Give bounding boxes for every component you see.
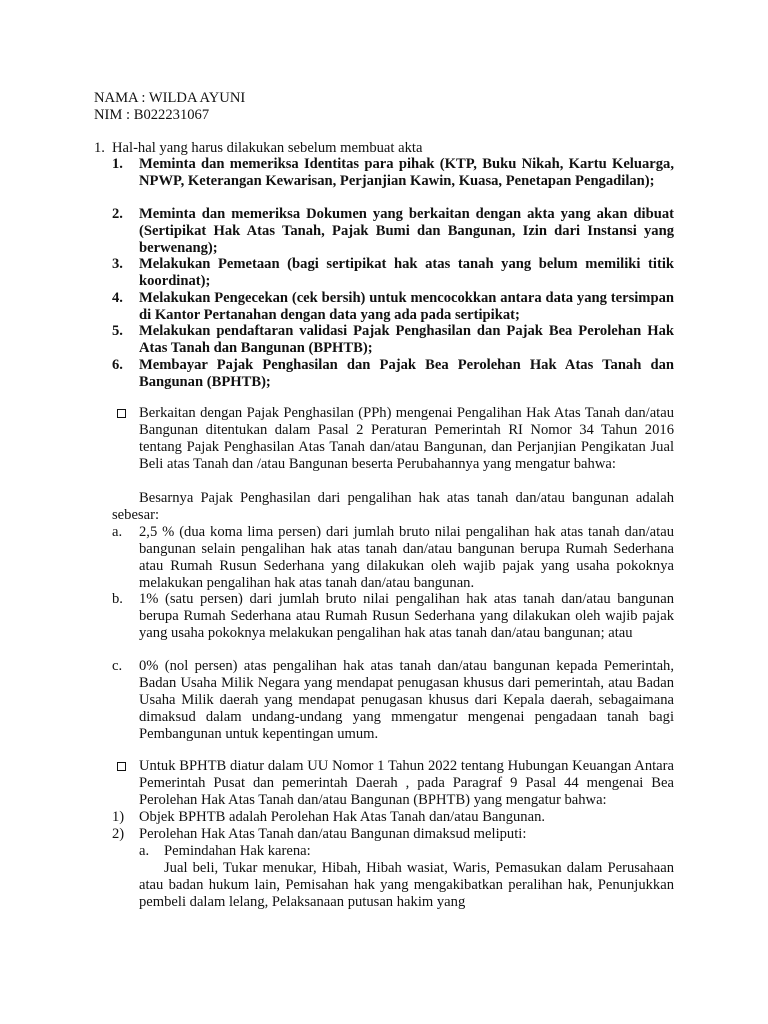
list-item-text: 2,5 % (dua koma lima persen) dari jumlah bruto nilai pengalihan hak atas tanah dan/atau bangunan selain pengalihan hak atas tanah dan/atau bangunan berupa Rumah Sederhana atau Rumah Rusun Sederhana yang dilakukan oleh wajib pajak yang usaha pokoknya melakukan pengalihan hak atas tanah dan/atau bangunan.	[139, 524, 674, 591]
student-name: NAMA : WILDA AYUNI	[94, 90, 246, 106]
checkbox-bullet-icon	[117, 409, 126, 418]
list-item-text: Melakukan Pengecekan (cek bersih) untuk mencocokkan antara data yang tersimpan di Kantor Pertanahan dengan data yang ada pada sertipikat;	[139, 290, 674, 323]
list-item-text: 1% (satu persen) dari jumlah bruto nilai pengalihan hak atas tanah dan/atau bangunan berupa Rumah Sederhana atau Rumah Rusun Sederhana yang dilakukan oleh wajib pajak yang usaha pokoknya melakukan pengalihan hak atas tanah dan/atau bangunan; atau	[139, 591, 674, 641]
list-item-number: 2)	[112, 826, 125, 842]
list-item-number: 1)	[112, 809, 125, 825]
list-item-text: 0% (nol persen) atas pengalihan hak atas tanah dan/atau bangunan kepada Pemerintah, Badan Usaha Milik Negara yang mendapat penugasan khusus dari pemerintah, atau Badan Usaha Milik daerah yang mendapat penugasan khusus dari Kepala daerah, sebagaimana dimaksud dalam undang-undang yang mmengatur mengenai pengadaan tanah bagi Pembangunan untuk kepentingan umum.	[139, 658, 674, 742]
list-item-text: Melakukan pendaftaran validasi Pajak Penghasilan dan Pajak Bea Perolehan Hak Atas Tanah dan Bangunan (BPHTB);	[139, 323, 674, 356]
checkbox-bullet-icon	[117, 762, 126, 771]
student-nim: NIM : B022231067	[94, 107, 210, 123]
list-item-number: c.	[112, 658, 123, 674]
list-item-number: 3.	[112, 256, 123, 272]
list-item-text: Meminta dan memeriksa Dokumen yang berkaitan dengan akta yang akan dibuat (Sertipikat Hak Atas Tanah, Pajak Bumi dan Bangunan, Izin dari Instansi yang berwenang);	[139, 206, 674, 256]
list-item-number: 4.	[112, 290, 123, 306]
section1-title: Hal-hal yang harus dilakukan sebelum membuat akta	[112, 140, 423, 156]
list-item-text: Perolehan Hak Atas Tanah dan/atau Bangunan dimaksud meliputi:	[139, 826, 527, 842]
list-item-number: 2.	[112, 206, 123, 222]
pph-intro: Berkaitan dengan Pajak Penghasilan (PPh) mengenai Pengalihan Hak Atas Tanah dan/atau Bangunan ditentukan dalam Pasal 2 Peraturan Pemerintah RI Nomor 34 Tahun 2016 tentang Pajak Penghasilan Atas Tanah dan/atau Bangunan, dan Perjanjian Pengikatan Jual Beli atas Tanah dan /atau Bangunan beserta Perubahannya yang mengatur bahwa:	[139, 405, 674, 472]
sub-item-text: Jual beli, Tukar menukar, Hibah, Hibah wasiat, Waris, Pemasukan dalam Perusahaan atau badan hukum lain, Pemisahan hak yang mengakibatkan peralihan hak, Penunjukkan pembeli dalam lelang, Pelaksanaan putusan hakim yang	[139, 860, 674, 910]
pph-lead: Besarnya Pajak Penghasilan dari pengalihan hak atas tanah dan/atau bangunan adalah sebesar:	[112, 490, 674, 523]
list-item-number: 6.	[112, 357, 123, 373]
list-item-text: Objek BPHTB adalah Perolehan Hak Atas Tanah dan/atau Bangunan.	[139, 809, 546, 825]
sub-item-title: Pemindahan Hak karena:	[164, 843, 311, 859]
list-item-number: a.	[112, 524, 123, 540]
list-item-number: 5.	[112, 323, 123, 339]
list-item-text: Melakukan Pemetaan (bagi sertipikat hak atas tanah yang belum memiliki titik koordinat);	[139, 256, 674, 289]
list-item-number: 1.	[112, 156, 123, 172]
section1-number: 1.	[94, 140, 105, 156]
bphtb-intro: Untuk BPHTB diatur dalam UU Nomor 1 Tahun 2022 tentang Hubungan Keuangan Antara Pemerintah Pusat dan pemerintah Daerah , pada Paragraf 9 Pasal 44 mengenai Bea Perolehan Hak Atas Tanah dan/atau Bangunan (BPHTB) yang mengatur bahwa:	[139, 758, 674, 808]
list-item-text: Meminta dan memeriksa Identitas para pihak (KTP, Buku Nikah, Kartu Keluarga, NPWP, Keterangan Kewarisan, Perjanjian Kawin, Kuasa, Penetapan Pengadilan);	[139, 156, 674, 189]
list-item-number: b.	[112, 591, 123, 607]
list-item-text: Membayar Pajak Penghasilan dan Pajak Bea Perolehan Hak Atas Tanah dan Bangunan (BPHTB);	[139, 357, 674, 390]
sub-item-number: a.	[139, 843, 150, 859]
